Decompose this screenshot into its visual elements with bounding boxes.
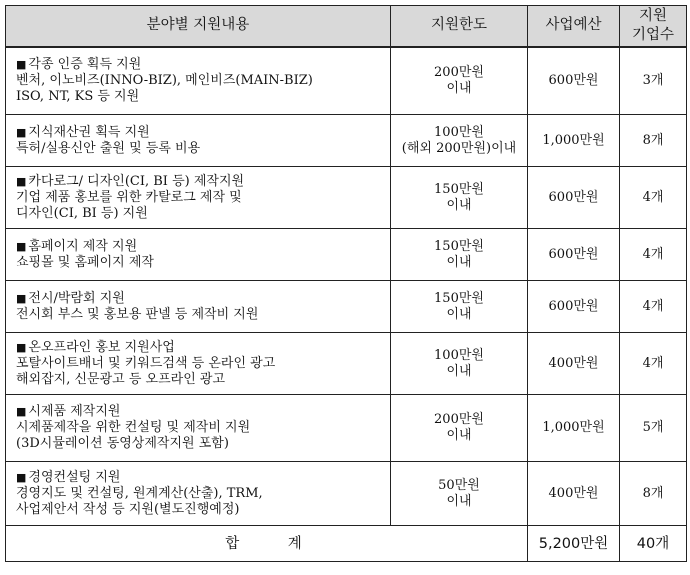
budget-cell: 400만원	[528, 462, 620, 526]
category-title	[16, 239, 384, 255]
limit-text: 이내	[446, 306, 472, 322]
category-desc: ISO, NT, KS 등 지원	[16, 88, 140, 104]
total-budget: 5,200만원	[528, 526, 620, 562]
limit-text: 150만원	[434, 290, 484, 306]
limit-text: 100만원	[434, 124, 484, 140]
total-label: 합 계	[6, 526, 528, 562]
budget-cell: 600만원	[528, 281, 620, 333]
square-bullet-icon: ■	[16, 57, 27, 71]
header-limit: 지원한도	[391, 6, 528, 47]
budget-cell: 1,000만원	[528, 395, 620, 462]
limit-cell	[391, 333, 528, 395]
limit-text: 이내	[446, 80, 472, 96]
category-cell	[6, 333, 391, 395]
table-row	[6, 229, 687, 281]
count-cell: 8개	[620, 115, 687, 167]
support-table	[5, 5, 687, 562]
budget-cell: 600만원	[528, 167, 620, 229]
table-row	[6, 462, 687, 526]
header-category: 분야별 지원내용	[6, 6, 391, 47]
budget-cell: 600만원	[528, 47, 620, 115]
category-desc: 경영지도 및 컨설팅, 원계계산(산출), TRM,	[16, 485, 263, 501]
category-desc: 기업 제품 홍보를 위한 카탈로그 제작 및	[16, 189, 242, 205]
limit-text: 이내	[446, 197, 472, 213]
category-title-text: 시제품 제작지원	[28, 404, 121, 419]
total-row	[6, 526, 687, 562]
limit-cell	[391, 281, 528, 333]
category-desc: 시제품제작을 위한 컨설팅 및 제작비 지원	[16, 420, 251, 435]
count-cell: 8개	[620, 462, 687, 526]
category-desc: 전시회 부스 및 홍보용 판넬 등 제작비 지원	[16, 306, 259, 322]
category-cell	[6, 229, 391, 281]
limit-text: 150만원	[434, 181, 484, 197]
table-row	[6, 47, 687, 115]
budget-cell: 1,000만원	[528, 115, 620, 167]
count-cell: 4개	[620, 229, 687, 281]
square-bullet-icon: ■	[16, 405, 27, 418]
category-desc: (3D시뮬레이션 동영상제작지원 포함)	[16, 436, 229, 451]
limit-text: (해외 200만원)이내	[401, 140, 517, 156]
limit-text: 200만원	[434, 64, 484, 80]
category-title-text: 카다로그/ 디자인(CI, BI 등) 제작지원	[28, 173, 245, 189]
limit-text: 150만원	[434, 238, 484, 254]
budget-cell: 400만원	[528, 333, 620, 395]
category-title-text: 온오프라인 홍보 지원사업	[28, 339, 175, 355]
limit-cell	[391, 462, 528, 526]
square-bullet-icon: ■	[16, 239, 27, 253]
category-desc: 해외잡지, 신문광고 등 오프라인 광고	[16, 371, 226, 387]
category-title	[16, 174, 384, 190]
category-title-text: 전시/박람회 지원	[28, 290, 125, 306]
limit-cell	[391, 229, 528, 281]
category-title	[16, 404, 384, 420]
limit-text: 이내	[446, 254, 472, 270]
category-cell	[6, 462, 391, 526]
budget-cell: 600만원	[528, 229, 620, 281]
table-row	[6, 333, 687, 395]
limit-text: 이내	[446, 428, 472, 443]
limit-cell	[391, 395, 528, 462]
total-count: 40개	[620, 526, 687, 562]
category-cell	[6, 395, 391, 462]
category-title-text: 경영컨설팅 지원	[28, 469, 121, 485]
category-desc: 벤처, 이노비즈(INNO-BIZ), 메인비즈(MAIN-BIZ)	[16, 72, 313, 88]
square-bullet-icon: ■	[16, 291, 27, 305]
header-count: 지원 기업수	[620, 6, 687, 47]
limit-cell	[391, 115, 528, 167]
category-desc: 사업제안서 작성 등 지원(별도진행예정)	[16, 501, 240, 517]
category-desc: 특허/실용신안 출원 및 등록 비용	[16, 140, 201, 156]
table-row	[6, 395, 687, 462]
limit-cell	[391, 47, 528, 115]
limit-text: 200만원	[434, 412, 484, 427]
limit-text: 이내	[446, 363, 472, 379]
category-cell	[6, 115, 391, 167]
category-desc: 포탈사이트배너 및 키워드검색 등 온라인 광고	[16, 355, 276, 371]
category-cell	[6, 281, 391, 333]
limit-text: 100만원	[434, 347, 484, 363]
square-bullet-icon: ■	[16, 340, 27, 354]
square-bullet-icon: ■	[16, 470, 27, 484]
category-title-text: 홈페이지 제작 지원	[28, 238, 138, 254]
category-title	[16, 291, 384, 307]
limit-text: 50만원	[438, 477, 480, 493]
category-title	[16, 57, 384, 73]
category-title-text: 각종 인증 획득 지원	[28, 56, 142, 72]
limit-text: 이내	[446, 493, 472, 509]
category-title-text: 지식재산권 획득 지원	[28, 124, 150, 140]
square-bullet-icon: ■	[16, 174, 27, 188]
category-cell	[6, 47, 391, 115]
count-cell: 4개	[620, 167, 687, 229]
count-cell: 4개	[620, 333, 687, 395]
category-desc: 쇼핑몰 및 홈페이지 제작	[16, 254, 154, 270]
square-bullet-icon: ■	[16, 125, 27, 139]
table-row	[6, 281, 687, 333]
header-row	[6, 6, 687, 47]
category-title	[16, 340, 384, 356]
category-cell	[6, 167, 391, 229]
table-row	[6, 167, 687, 229]
count-cell: 4개	[620, 281, 687, 333]
category-title	[16, 125, 384, 141]
limit-cell	[391, 167, 528, 229]
category-title	[16, 470, 384, 486]
category-desc: 디자인(CI, BI 등) 지원	[16, 205, 148, 221]
count-cell: 5개	[620, 395, 687, 462]
count-cell: 3개	[620, 47, 687, 115]
header-budget: 사업예산	[528, 6, 620, 47]
table-row	[6, 115, 687, 167]
